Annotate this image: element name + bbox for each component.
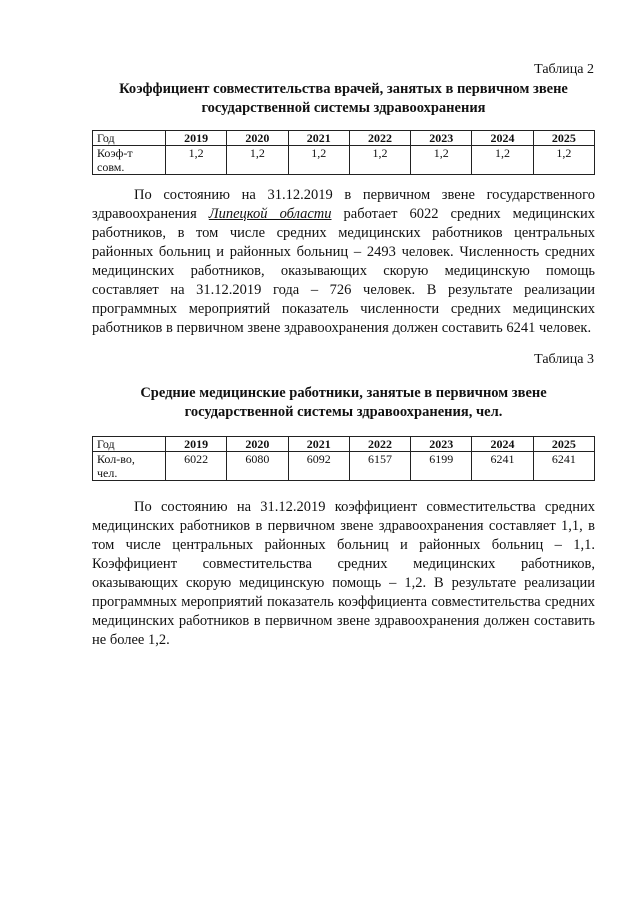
table3-title-line2: государственной системы здравоохранения, чел. <box>184 404 503 420</box>
table3-row-label <box>93 452 166 481</box>
table2-row-label <box>93 146 166 175</box>
table3-value: 6157 <box>349 452 410 481</box>
table3-row-label-line2: чел. <box>97 466 118 480</box>
table2-year: 2019 <box>166 131 227 146</box>
table2-value: 1,2 <box>349 146 410 175</box>
table2-year: 2024 <box>472 131 533 146</box>
table3-year: 2023 <box>411 437 472 452</box>
table2-value: 1,2 <box>166 146 227 175</box>
table2-value: 1,2 <box>411 146 472 175</box>
table2-year: 2022 <box>349 131 410 146</box>
table2-title <box>92 80 595 118</box>
table3-header-label: Год <box>93 437 166 452</box>
table3-value: 6241 <box>533 452 594 481</box>
table2-year: 2025 <box>533 131 594 146</box>
table3-header-row <box>93 437 595 452</box>
table2-value: 1,2 <box>227 146 288 175</box>
table2-title-line2: государственной системы здравоохранения <box>201 100 486 116</box>
paragraph-1-part2: работает 6022 средних медицинских работников, в том числе средних медицинских работников центральных районных больниц и районных больниц – 2493 человек. Численность средних медицинских работников, оказывающих скорую медицинскую помощь составляет на 31.12.2019 года – 726 человек. В результате реализации программных мероприятий показатель численности средних медицинских работников в первичном звене здравоохранения должен составить 6241 человек. <box>92 206 595 336</box>
paragraph-1 <box>92 186 595 338</box>
table2-row-label-line1: Коэф-т <box>97 146 133 160</box>
table3-value: 6080 <box>227 452 288 481</box>
region-link[interactable]: Липецкой области <box>208 206 332 222</box>
table2-title-line1: Коэффициент совместительства врачей, занятых в первичном звене <box>119 81 568 97</box>
table3-row-label-line1: Кол-во, <box>97 452 135 466</box>
table3-title-line1: Средние медицинские работники, занятые в первичном звене <box>140 385 547 401</box>
table2-year: 2023 <box>411 131 472 146</box>
table3-value: 6092 <box>288 452 349 481</box>
table3-year: 2024 <box>472 437 533 452</box>
table3-value: 6022 <box>166 452 227 481</box>
paragraph-2: По состоянию на 31.12.2019 коэффициент совместительства средних медицинских работников в первичном звене здравоохранения составляет 1,1, в том числе центральных районных больниц и районных больниц – 1,1. Коэффициент совместительства средних медицинских работников, оказывающих скорую медицинскую помощь – 1,2. В результате реализации программных мероприятий показатель коэффициента совместительства средних медицинских работников в первичном звене здравоохранения должен составить не более 1,2. <box>92 499 595 648</box>
table3-year: 2025 <box>533 437 594 452</box>
table2-caption: Таблица 2 <box>534 62 594 77</box>
table3-title <box>92 384 595 422</box>
table2-row-label-line2: совм. <box>97 160 125 174</box>
table3-year: 2019 <box>166 437 227 452</box>
paragraph-1-part1: По состоянию на 31.12.2019 в первичном звене государственного здравоохранения <box>92 187 595 222</box>
table3-value-row <box>93 452 595 481</box>
table2-year: 2020 <box>227 131 288 146</box>
table3-caption: Таблица 3 <box>534 352 594 367</box>
table2 <box>92 130 595 175</box>
table2-value: 1,2 <box>288 146 349 175</box>
table2-header-row <box>93 131 595 146</box>
table2-value: 1,2 <box>533 146 594 175</box>
table3-year: 2020 <box>227 437 288 452</box>
table3 <box>92 436 595 481</box>
table3-year: 2021 <box>288 437 349 452</box>
table2-value-row <box>93 146 595 175</box>
table2-value: 1,2 <box>472 146 533 175</box>
table2-year: 2021 <box>288 131 349 146</box>
table3-value: 6199 <box>411 452 472 481</box>
table3-value: 6241 <box>472 452 533 481</box>
table2-header-label: Год <box>93 131 166 146</box>
table3-year: 2022 <box>349 437 410 452</box>
